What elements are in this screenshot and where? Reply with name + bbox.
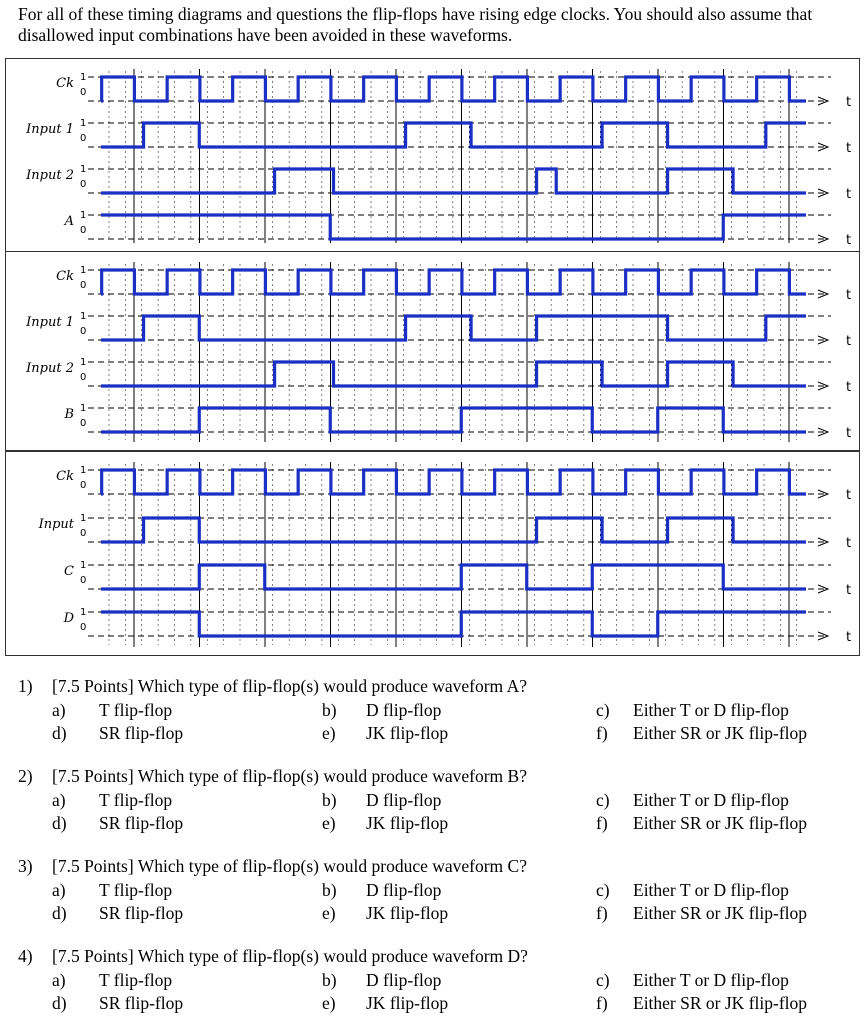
- option-text[interactable]: SR flip-flop: [99, 903, 184, 923]
- question-number: 1): [18, 676, 33, 696]
- question-text: [7.5 Points] Which type of flip-flop(s) would produce waveform D?: [52, 946, 528, 966]
- option-letter: b): [322, 790, 337, 810]
- signal-label: A: [64, 214, 74, 229]
- option-text[interactable]: Either SR or JK flip-flop: [633, 813, 808, 833]
- option-text[interactable]: T flip-flop: [99, 790, 173, 810]
- option-text[interactable]: Either T or D flip-flop: [633, 700, 789, 720]
- level-low-label: 0: [80, 280, 87, 291]
- option-letter: c): [596, 790, 610, 810]
- option-letter: e): [322, 993, 336, 1013]
- option-letter: a): [52, 970, 66, 990]
- waveform-ck: [101, 470, 806, 494]
- waveform-b: [101, 408, 806, 432]
- option-text[interactable]: SR flip-flop: [99, 813, 184, 833]
- option-letter: f): [596, 813, 608, 833]
- level-high-label: 1: [80, 403, 87, 414]
- signal-label: Ck: [56, 469, 74, 484]
- option-text[interactable]: JK flip-flop: [366, 903, 449, 923]
- time-axis-label: t: [846, 187, 852, 202]
- level-low-label: 0: [80, 418, 87, 429]
- signal-label: Input 1: [26, 122, 74, 137]
- level-high-label: 1: [80, 210, 87, 221]
- question-text: [7.5 Points] Which type of flip-flop(s) would produce waveform B?: [52, 766, 527, 786]
- option-letter: e): [322, 723, 336, 743]
- option-letter: e): [322, 813, 336, 833]
- time-axis-label: t: [846, 426, 852, 441]
- question: [0, 946, 866, 1018]
- clock-gridlines: [109, 262, 797, 442]
- question: [0, 766, 866, 838]
- option-text[interactable]: SR flip-flop: [99, 993, 184, 1013]
- option-letter: a): [52, 790, 66, 810]
- time-axis-label: t: [846, 288, 852, 303]
- level-high-label: 1: [80, 118, 87, 129]
- timing-diagram-2: [5, 251, 860, 451]
- waveform-a: [101, 215, 806, 239]
- level-low-label: 0: [80, 575, 87, 586]
- time-axis-label: t: [846, 233, 852, 248]
- level-high-label: 1: [80, 560, 87, 571]
- question-text: [7.5 Points] Which type of flip-flop(s) would produce waveform A?: [52, 676, 527, 696]
- signal-label: Input: [38, 517, 74, 532]
- waveform-ck: [101, 77, 806, 101]
- option-text[interactable]: T flip-flop: [99, 700, 173, 720]
- option-text[interactable]: T flip-flop: [99, 970, 173, 990]
- option-letter: d): [52, 813, 67, 833]
- question-number: 3): [18, 856, 33, 876]
- option-letter: c): [596, 880, 610, 900]
- level-high-label: 1: [80, 607, 87, 618]
- waveform-ck: [101, 270, 806, 294]
- option-letter: f): [596, 993, 608, 1013]
- option-letter: b): [322, 880, 337, 900]
- option-letter: a): [52, 880, 66, 900]
- option-letter: d): [52, 903, 67, 923]
- option-letter: a): [52, 700, 66, 720]
- signal-label: Input 2: [26, 361, 74, 376]
- time-axis-label: t: [846, 630, 852, 645]
- waveform-input-1: [101, 123, 806, 147]
- signal-label: C: [64, 564, 74, 579]
- option-letter: d): [52, 993, 67, 1013]
- option-text[interactable]: Either SR or JK flip-flop: [633, 993, 808, 1013]
- level-high-label: 1: [80, 265, 87, 276]
- level-low-label: 0: [80, 225, 87, 236]
- waveform-input-2: [101, 362, 806, 386]
- waveform-c: [101, 565, 806, 589]
- instructions-paragraph: For all of these timing diagrams and questions the flip-flops have rising edge clocks. You should also assume that disallowed input combinations have been avoided in these waveforms.: [18, 4, 813, 45]
- level-low-label: 0: [80, 480, 87, 491]
- time-axis-label: t: [846, 380, 852, 395]
- option-text[interactable]: Either SR or JK flip-flop: [633, 723, 808, 743]
- time-axis-label: t: [846, 95, 852, 110]
- option-text[interactable]: JK flip-flop: [366, 813, 449, 833]
- option-text[interactable]: SR flip-flop: [99, 723, 184, 743]
- question: [0, 676, 866, 748]
- level-high-label: 1: [80, 311, 87, 322]
- option-text[interactable]: JK flip-flop: [366, 723, 449, 743]
- timing-diagram-1: [5, 58, 860, 252]
- option-letter: b): [322, 970, 337, 990]
- level-low-label: 0: [80, 326, 87, 337]
- question-text: [7.5 Points] Which type of flip-flop(s) would produce waveform C?: [52, 856, 527, 876]
- option-letter: f): [596, 723, 608, 743]
- question-number: 2): [18, 766, 33, 786]
- option-text[interactable]: D flip-flop: [366, 970, 442, 990]
- option-letter: e): [322, 903, 336, 923]
- level-high-label: 1: [80, 164, 87, 175]
- signal-label: Input 1: [26, 315, 74, 330]
- level-high-label: 1: [80, 357, 87, 368]
- option-letter: c): [596, 970, 610, 990]
- question-number: 4): [18, 946, 33, 966]
- level-low-label: 0: [80, 528, 87, 539]
- option-letter: f): [596, 903, 608, 923]
- waveform-d: [101, 612, 806, 636]
- clock-gridlines: [109, 462, 797, 647]
- level-high-label: 1: [80, 513, 87, 524]
- option-text[interactable]: Either T or D flip-flop: [633, 790, 789, 810]
- option-text[interactable]: Either T or D flip-flop: [633, 970, 789, 990]
- signal-label: Input 2: [26, 168, 74, 183]
- signal-label: D: [63, 611, 74, 626]
- level-low-label: 0: [80, 622, 87, 633]
- time-axis-label: t: [846, 334, 852, 349]
- option-text[interactable]: Either SR or JK flip-flop: [633, 903, 808, 923]
- time-axis-label: t: [846, 141, 852, 156]
- signal-label: Ck: [56, 76, 74, 91]
- signal-label: Ck: [56, 269, 74, 284]
- option-text[interactable]: JK flip-flop: [366, 993, 449, 1013]
- option-text[interactable]: D flip-flop: [366, 790, 442, 810]
- option-text[interactable]: D flip-flop: [366, 880, 442, 900]
- waveform-input-1: [101, 316, 806, 340]
- level-low-label: 0: [80, 133, 87, 144]
- waveform-input-2: [101, 169, 806, 193]
- time-axis-label: t: [846, 583, 852, 598]
- option-text[interactable]: Either T or D flip-flop: [633, 880, 789, 900]
- time-axis-label: t: [846, 488, 852, 503]
- timing-diagram-3: [5, 451, 860, 656]
- option-letter: b): [322, 700, 337, 720]
- level-high-label: 1: [80, 465, 87, 476]
- waveform-input: [101, 518, 806, 542]
- clock-gridlines: [109, 69, 797, 243]
- option-text[interactable]: T flip-flop: [99, 880, 173, 900]
- level-low-label: 0: [80, 372, 87, 383]
- question: [0, 856, 866, 928]
- level-low-label: 0: [80, 87, 87, 98]
- option-text[interactable]: D flip-flop: [366, 700, 442, 720]
- option-letter: c): [596, 700, 610, 720]
- time-axis-label: t: [846, 536, 852, 551]
- signal-label: B: [64, 407, 74, 422]
- level-low-label: 0: [80, 179, 87, 190]
- option-letter: d): [52, 723, 67, 743]
- level-high-label: 1: [80, 72, 87, 83]
